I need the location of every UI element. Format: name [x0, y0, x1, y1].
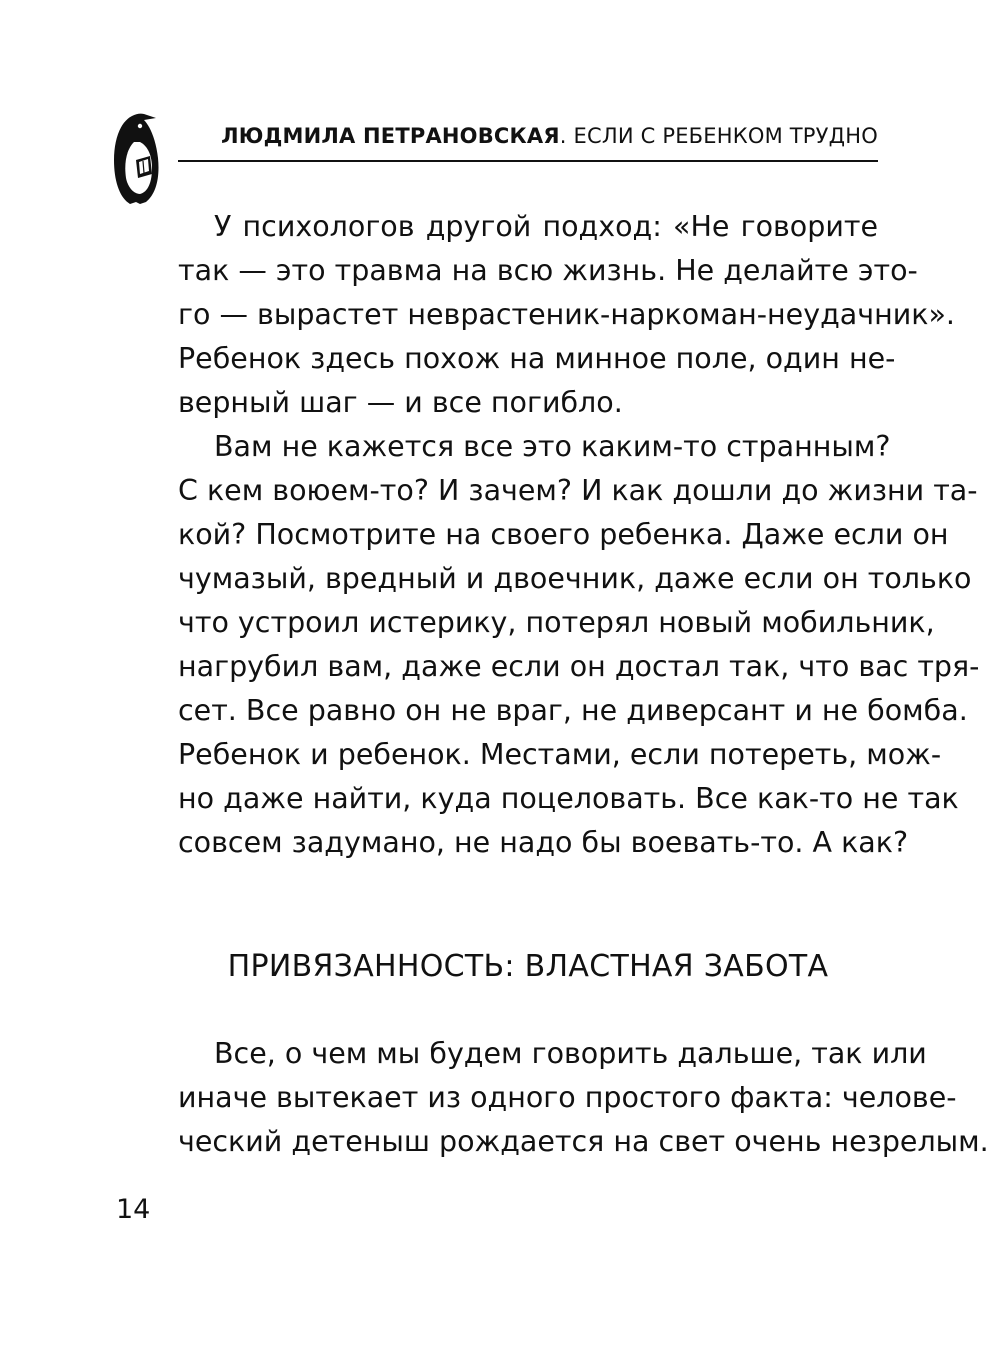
text-line: что устроил истерику, потерял новый мобильник, [178, 606, 935, 639]
text-line: Все, о чем мы будем говорить дальше, так или [214, 1037, 927, 1070]
text-line: верный шаг — и все погибло. [178, 386, 623, 419]
penguin-logo-icon [110, 112, 166, 208]
text-line: ческий детеныш рождается на свет очень незрелым. [178, 1125, 989, 1158]
header-author: ЛЮДМИЛА ПЕТРАНОВСКАЯ [221, 124, 560, 148]
text-line: сет. Все равно он не враг, не диверсант и не бомба. [178, 694, 968, 727]
header-book-title: . ЕСЛИ С РЕБЕНКОМ ТРУДНО [559, 124, 878, 148]
paragraph-1 [178, 205, 955, 425]
paragraph-3 [178, 1032, 989, 1164]
text-line: кой? Посмотрите на своего ребенка. Даже если он [178, 518, 949, 551]
text-line: так — это травма на всю жизнь. Не делайте это- [178, 254, 918, 287]
text-line: но даже найти, куда поцеловать. Все как-то не так [178, 782, 959, 815]
running-header [178, 122, 878, 162]
text-line: Вам не кажется все это каким-то странным? [214, 430, 891, 463]
text-line: С кем воюем-то? И зачем? И как дошли до жизни та- [178, 474, 978, 507]
text-line: нагрубил вам, даже если он достал так, что вас тря- [178, 650, 980, 683]
text-line: чумазый, вредный и двоечник, даже если он только [178, 562, 972, 595]
text-line: У психологов другой подход: «Не говорите [214, 210, 878, 243]
paragraph-2 [178, 425, 980, 865]
section-heading: ПРИВЯЗАННОСТЬ: ВЛАСТНАЯ ЗАБОТА [227, 949, 829, 984]
text-line: совсем задумано, не надо бы воевать-то. А как? [178, 826, 909, 859]
page-number: 14 [116, 1194, 151, 1225]
text-line: иначе вытекает из одного простого факта: челове- [178, 1081, 957, 1114]
text-line: го — вырастет неврастеник-наркоман-неудачник». [178, 298, 955, 331]
text-line: Ребенок и ребенок. Местами, если потереть, мож- [178, 738, 942, 771]
text-line: Ребенок здесь похож на минное поле, один не- [178, 342, 896, 375]
